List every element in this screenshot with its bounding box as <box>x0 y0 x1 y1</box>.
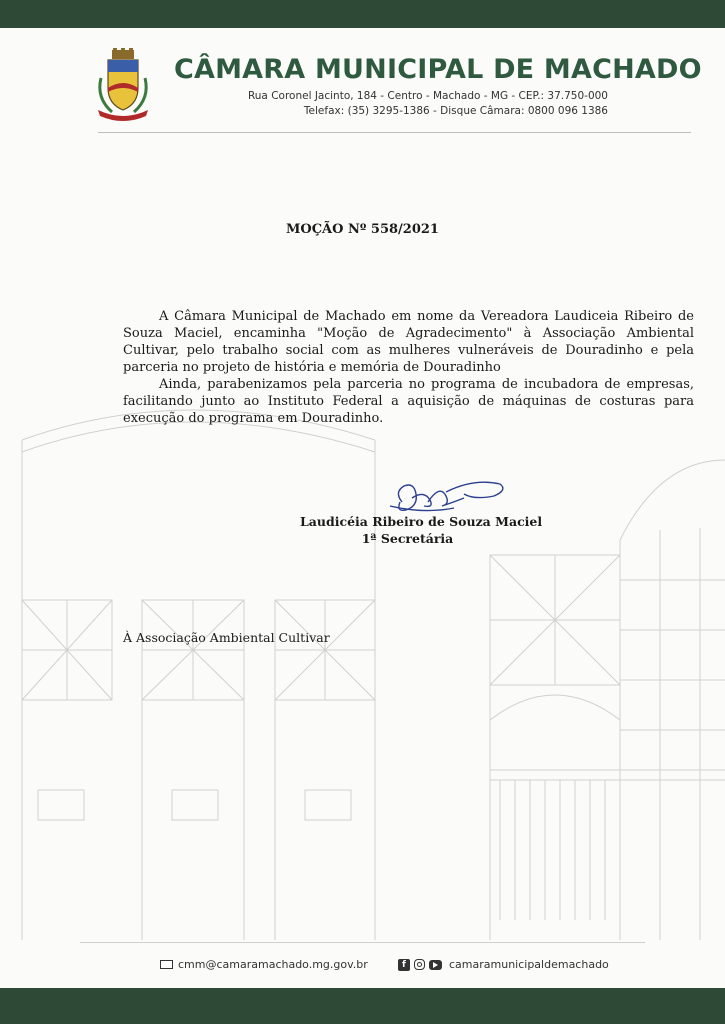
footer-email-block <box>160 958 368 971</box>
instagram-icon[interactable] <box>414 959 425 970</box>
footer-divider <box>80 942 645 943</box>
signatory-role: 1ª Secretária <box>361 531 454 546</box>
footer-social-block <box>398 958 609 971</box>
body-paragraph: Ainda, parabenizamos pela parceria no programa de incubadora de empresas, facilitando junto ao Instituto Federal a aquisição de máquinas de costuras para execução do programa em Douradinho. <box>123 377 694 426</box>
building-watermark <box>0 400 725 940</box>
bottom-green-band <box>0 988 725 1024</box>
footer-social-handle[interactable]: camaramunicipaldemachado <box>449 958 609 971</box>
phone-line: Telefax: (35) 3295-1386 - Disque Câmara: 0800 096 1386 <box>303 105 608 117</box>
top-green-band <box>0 0 725 28</box>
org-name: CÂMARA MUNICIPAL DE MACHADO <box>174 54 702 85</box>
signature-icon <box>384 472 514 520</box>
coat-of-arms-icon <box>92 48 154 122</box>
address-line: Rua Coronel Jacinto, 184 - Centro - Machado - MG - CEP.: 37.750-000 <box>247 90 608 102</box>
youtube-icon[interactable] <box>429 960 442 970</box>
signatory-name: Laudicéia Ribeiro de Souza Maciel <box>300 514 543 529</box>
facebook-icon[interactable]: f <box>398 959 410 971</box>
mail-icon <box>160 960 173 969</box>
body-paragraph: A Câmara Municipal de Machado em nome da Vereadora Laudiceia Ribeiro de Souza Maciel, encaminha "Moção de Agradecimento" à Associação Ambiental Cultivar, pelo trabalho social com as mulheres vulneráveis de Douradinho e pela parceria no projeto de história e memória de Douradinho <box>123 309 694 375</box>
recipient-line: À Associação Ambiental Cultivar <box>123 630 330 645</box>
document-title: MOÇÃO Nº 558/2021 <box>286 222 439 237</box>
footer-email[interactable]: cmm@camaramachado.mg.gov.br <box>178 958 368 971</box>
document-body <box>123 308 694 427</box>
header-divider <box>98 132 691 133</box>
